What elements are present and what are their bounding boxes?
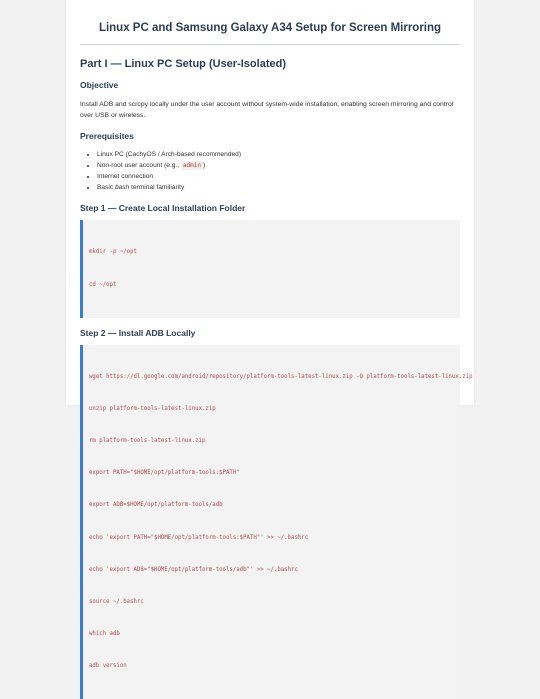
list-item: • Linux PC (CachyOS / Arch-based recommended) [97,149,460,160]
code-line: which adb [89,630,120,637]
code-line: mkdir -p ~/opt [89,249,137,256]
code-line: echo 'export ADB="$HOME/opt/platform-tools/adb"' >> ~/.bashrc [89,566,298,573]
code-line: echo 'export PATH="$HOME/opt/platform-tools:$PATH"' >> ~/.bashrc [89,534,309,541]
code-line: rm platform-tools-latest-linux.zip [89,438,206,445]
document-page [66,0,474,670]
inline-code: admin [182,162,201,169]
emphasis-text: bash [114,184,130,191]
document-title: Linux PC and Samsung Galaxy A34 Setup for Screen Mirroring [80,0,460,45]
prerequisites-heading: Prerequisites [80,131,134,141]
code-line: cd ~/opt [89,281,117,288]
list-item-text: ) [203,162,206,169]
list-item-text: Non-root user account (e.g., [97,162,181,169]
step2-heading: Step 2 — Install ADB Locally [80,327,196,338]
part-heading: Part I — Linux PC Setup (User-Isolated) [80,58,286,70]
code-line: export ADB=$HOME/opt/platform-tools/adb [89,502,223,509]
list-item [97,160,460,171]
list-item-text: terminal familiarity [129,184,185,191]
step1-code-block[interactable] [80,220,460,318]
prerequisites-list [80,149,460,193]
code-line: wget https://dl.google.com/android/repository/platform-tools-latest-linux.zip -O platform-tools-latest-linux.zip [89,374,473,381]
code-line: export PATH="$HOME/opt/platform-tools:$PATH" [89,470,240,477]
step2-code-block[interactable] [80,345,473,699]
step1-heading: Step 1 — Create Local Installation Folder [80,203,246,213]
code-line: source ~/.bashrc [89,598,144,605]
code-line: adb version [89,663,127,670]
list-item: • Internet connection [97,171,460,182]
code-line: unzip platform-tools-latest-linux.zip [89,406,216,413]
objective-heading: Objective [80,80,119,90]
list-item [97,182,460,193]
objective-text: Install ADB and scrcpy locally under the user account without system-wide installation, enabling screen mirroring and control over USB or wireless. [80,101,454,119]
list-item-text: Basic [97,184,115,191]
